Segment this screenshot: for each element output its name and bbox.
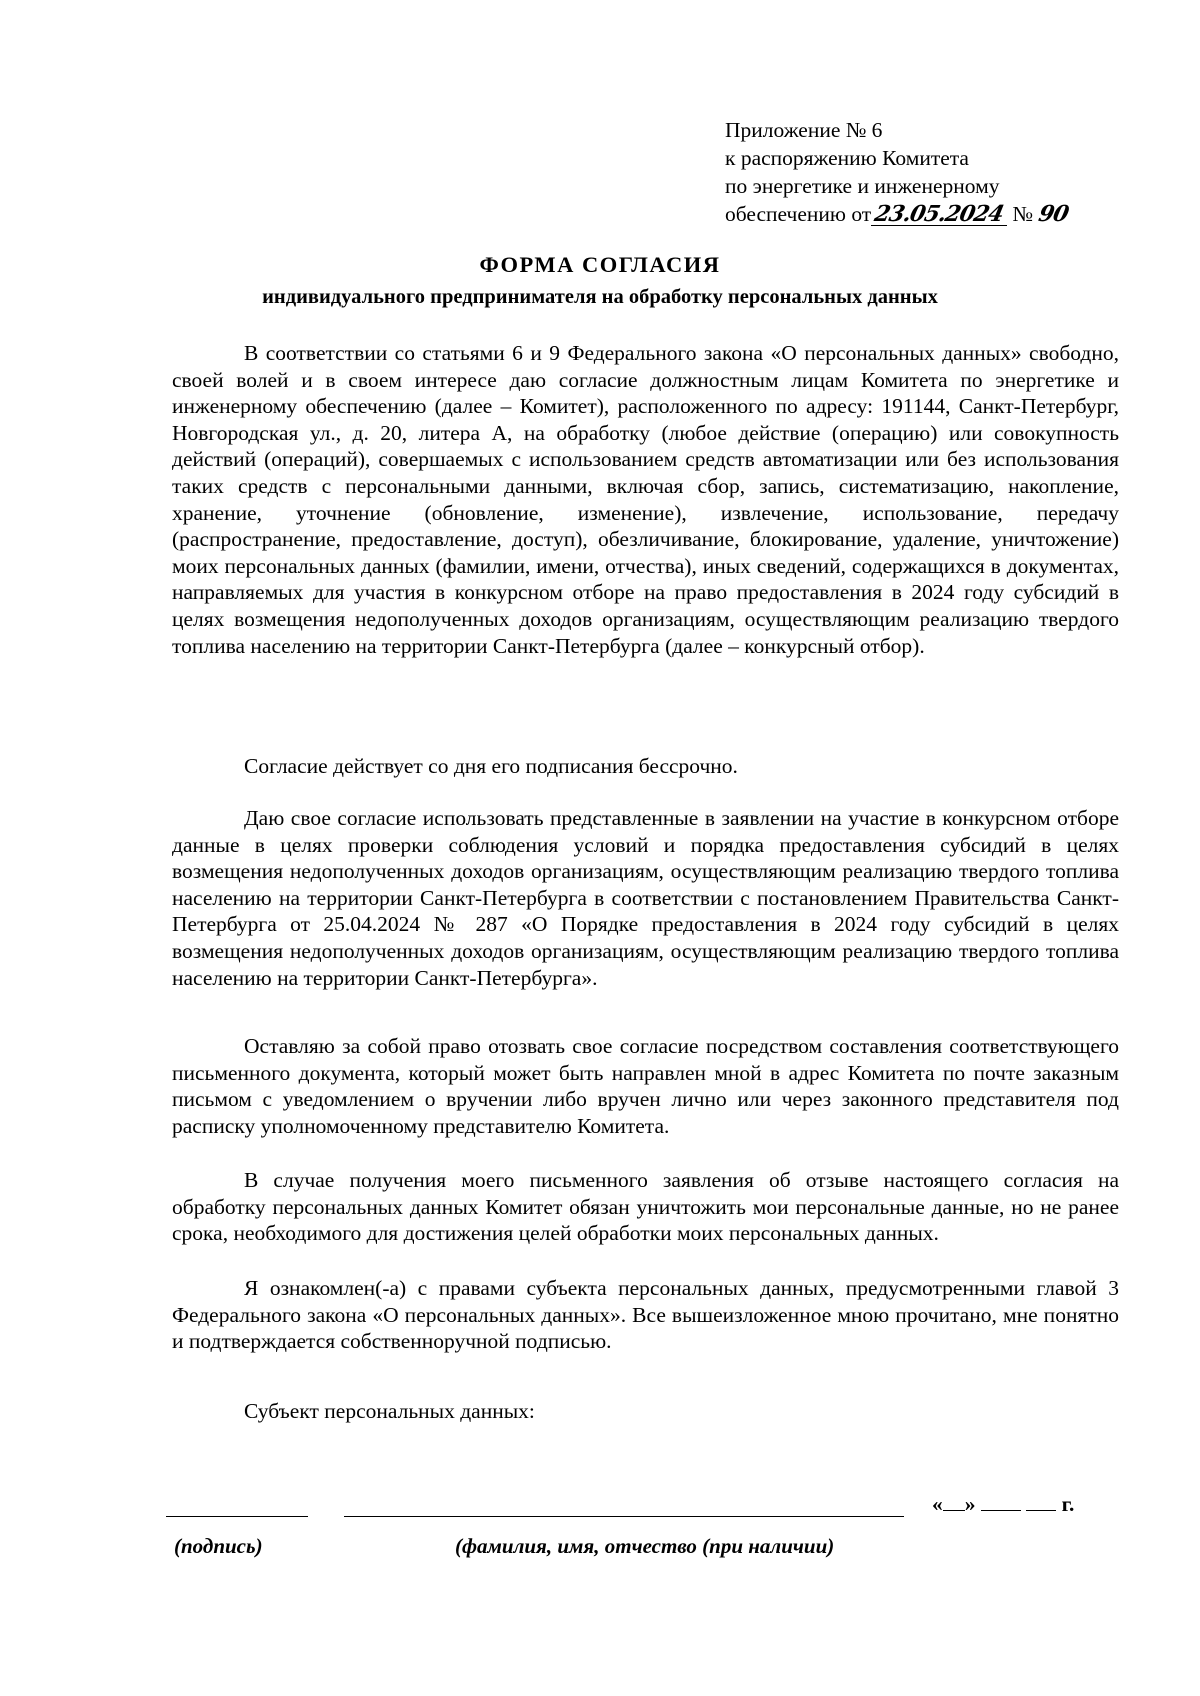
date-day-blank[interactable] <box>943 1492 965 1511</box>
paragraph-subject-label: Субъект персональных данных: <box>244 1399 535 1423</box>
date-month-blank[interactable] <box>981 1492 1021 1511</box>
handwritten-number: 90 <box>1036 201 1071 227</box>
date-open-quote: « <box>932 1492 943 1516</box>
document-title: ФОРМА СОГЛАСИЯ <box>479 252 721 277</box>
appendix-line-3: по энергетике и инженерному <box>725 174 1000 198</box>
paragraph-revocation: Оставляю за собой право отозвать свое согласие посредством составления соответствующего письменного документа, который может быть направлен мной в адрес Комитета по почте заказным письмом с уведомлением о вручении либо вручен лично или через законного представителя под расписку уполномоченному представителю Комитета. <box>172 1034 1119 1138</box>
appendix-line-4-prefix: обеспечению от <box>725 202 872 226</box>
signature-line[interactable] <box>166 1516 308 1517</box>
signature-block <box>0 1492 1200 1532</box>
number-sign: № <box>1012 202 1033 226</box>
handwritten-number-field <box>1033 200 1071 228</box>
date-close-quote: » <box>964 1492 976 1516</box>
paragraph-validity: Согласие действует со дня его подписания бессрочно. <box>244 754 738 778</box>
paragraph-destruction: В случае получения моего письменного заявления об отзыве настоящего согласия на обработку персональных данных Комитет обязан уничтожить мои персональные данные, но не ранее срока, необходимого для достижения целей обработки моих персональных данных. <box>172 1168 1119 1246</box>
paragraph-acknowledgement: Я ознакомлен(-а) с правами субъекта персональных данных, предусмотренными главой 3 Федерального закона «О персональных данных». Все вышеизложенное мною прочитано, мне понятно и подтверждается собственноручной подписью. <box>172 1276 1119 1354</box>
handwritten-date: 23.05.2024 <box>872 201 1006 227</box>
date-year-suffix: г. <box>1061 1492 1075 1516</box>
full-name-caption: (фамилия, имя, отчество (при наличии) <box>455 1534 835 1558</box>
appendix-line-4 <box>725 200 1071 228</box>
appendix-line-2: к распоряжению Комитета <box>725 146 969 170</box>
date-year-blank[interactable] <box>1026 1492 1056 1511</box>
full-name-line[interactable] <box>344 1516 904 1517</box>
signature-caption: (подпись) <box>174 1534 263 1558</box>
paragraph-data-use: Даю свое согласие использовать представленные в заявлении на участие в конкурсном отборе данные в целях проверки соблюдения условий и порядка предоставления субсидий в целях возмещения недополученных доходов организациям, осуществляющим реализацию твердого топлива населению на территории Санкт-Петербурга в соответствии с постановлением Правительства Санкт-Петербурга от 25.04.2024 № 287 «О Порядке предоставления в 2024 году субсидий в целях возмещения недополученных доходов организациям, осуществляющим реализацию твердого топлива населению на территории Санкт-Петербурга». <box>172 806 1119 990</box>
document-subtitle: индивидуального предпринимателя на обработку персональных данных <box>262 286 938 308</box>
appendix-header <box>725 116 1071 228</box>
handwritten-date-field <box>871 203 1007 226</box>
paragraph-consent-scope: В соответствии со статьями 6 и 9 Федерального закона «О персональных данных» свободно, своей волей и в своем интересе даю согласие должностным лицам Комитета по энергетике и инженерному обеспечению (далее – Комитет), расположенного по адресу: 191144, Санкт-Петербург, Новгородская ул., д. 20, литера А, на обработку (любое действие (операцию) или совокупность действий (операций), совершаемых с использованием средств автоматизации или без использования таких средств с персональными данными, включая сбор, запись, систематизацию, накопление, хранение, уточнение (обновление, изменение), извлечение, использование, передачу (распространение, предоставление, доступ), обезличивание, блокирование, удаление, уничтожение) моих персональных данных (фамилии, имени, отчества), иных сведений, содержащихся в документах, направляемых для участия в конкурсном отборе на право предоставления в 2024 году субсидий в целях возмещения недополученных доходов организациям, осуществляющим реализацию твердого топлива населению на территории Санкт-Петербурга (далее – конкурсный отбор). <box>172 341 1119 658</box>
appendix-line-1: Приложение № 6 <box>725 118 883 142</box>
date-field[interactable] <box>932 1492 1074 1517</box>
